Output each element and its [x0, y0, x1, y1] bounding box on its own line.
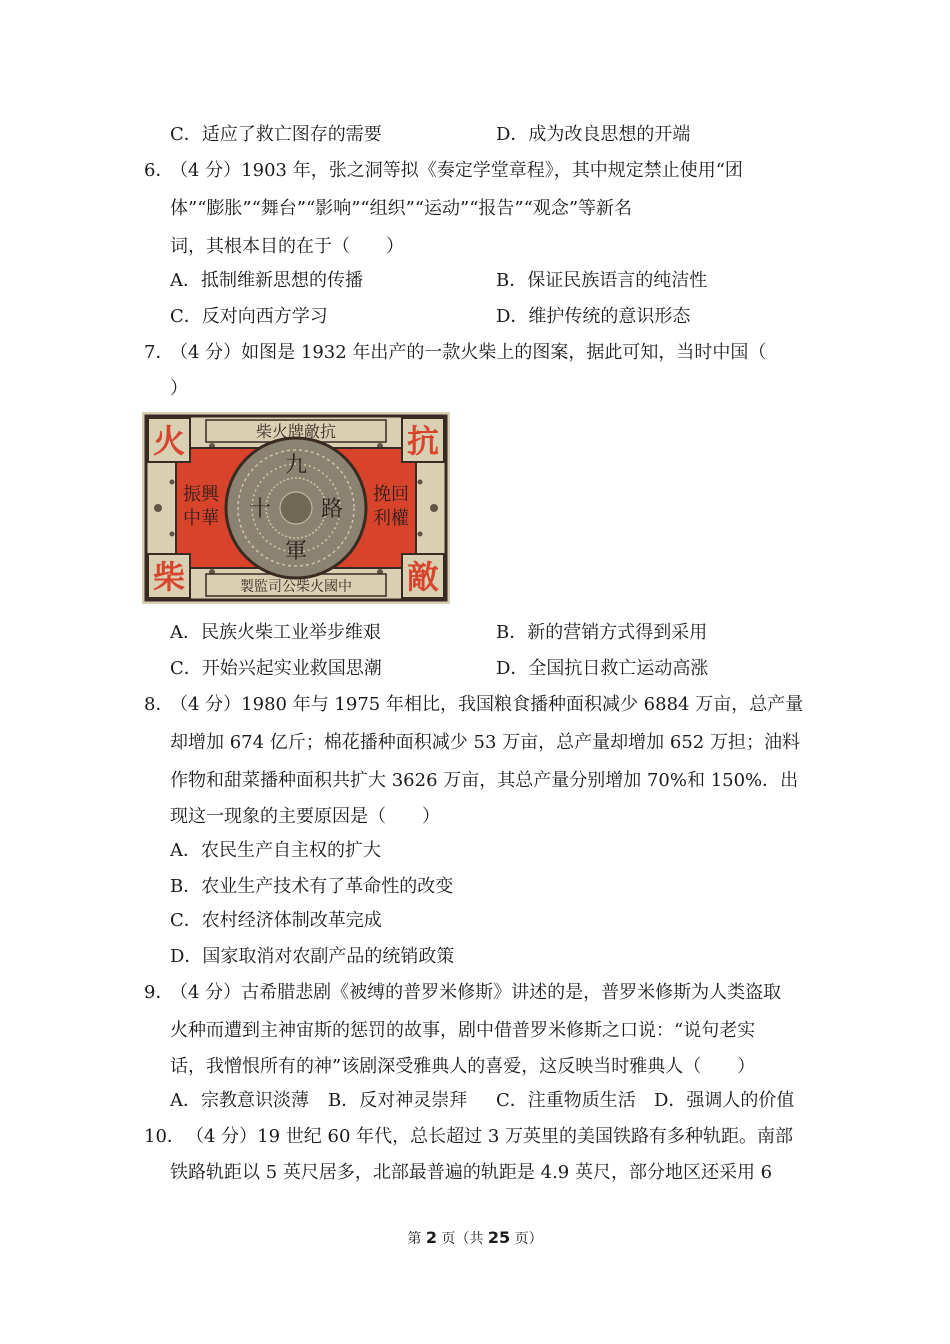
matchbox-label-image: [142, 412, 450, 604]
q6-option-b: B．保证民族语言的纯洁性: [496, 270, 708, 291]
q7-option-a: A．民族火柴工业举步维艰: [170, 622, 381, 643]
q9-number: 9．: [144, 982, 174, 1003]
label-corner-tl: 火: [152, 422, 186, 460]
footer-suffix: 页）: [510, 1231, 543, 1247]
q7-stem-line: ）: [170, 378, 188, 399]
footer-total-pages: 25: [487, 1228, 511, 1247]
q6-stem-line: 词，其根本目的在于（ ）: [170, 236, 404, 257]
q6-option-a: A．抵制维新思想的传播: [170, 270, 363, 291]
q6-option-c: C．反对向西方学习: [170, 306, 328, 327]
label-right-text: 利權: [373, 508, 409, 529]
q8-stem-line: 作物和甜菜播种面积共扩大 3626 万亩，其总产量分别增加 70%和 150%．出: [170, 770, 799, 791]
footer-page-number: 2: [425, 1228, 437, 1247]
q8-stem-line: 现这一现象的主要原因是（ ）: [170, 806, 440, 827]
q5-option-c: C．适应了救亡图存的需要: [170, 124, 382, 145]
q8-option-d: D．国家取消对农副产品的统销政策: [170, 946, 455, 967]
label-corner-bl: 柴: [152, 558, 186, 596]
label-right-text: 挽回: [373, 484, 409, 505]
page-footer: [0, 1228, 950, 1249]
label-left-text: 中華: [183, 508, 219, 529]
q9-option-c: C．注重物质生活: [496, 1090, 636, 1111]
q6-option-d: D．维护传统的意识形态: [496, 306, 691, 327]
q8-stem-line: （4 分）1980 年与 1975 年相比，我国粮食播种面积减少 6884 万亩，总产量: [170, 694, 804, 715]
q7-option-d: D．全国抗日救亡运动高涨: [496, 658, 709, 679]
q10-stem-line: （4 分）19 世纪 60 年代，总长超过 3 万英里的美国铁路有多种轨距。南部: [186, 1126, 794, 1147]
q9-stem-line: （4 分）古希腊悲剧《被缚的普罗米修斯》讲述的是，普罗米修斯为人类盗取: [170, 982, 782, 1003]
q9-option-a: A．宗教意识淡薄: [170, 1090, 309, 1111]
emblem-char-bottom: 軍: [284, 539, 308, 564]
q9-stem-line: 话，我憎恨所有的神”该剧深受雅典人的喜爱，这反映当时雅典人（ ）: [170, 1056, 756, 1077]
q6-stem-line: 体”“膨胀”“舞台”“影响”“组织”“运动”“报告”“观念”等新名: [170, 198, 633, 219]
label-corner-tr: 抗: [406, 422, 440, 460]
label-top-banner: 柴火牌敵抗: [255, 422, 337, 441]
q9-option-b: B．反对神灵崇拜: [328, 1090, 468, 1111]
q10-number: 10．: [144, 1126, 185, 1147]
q10-stem-line: 铁路轨距以 5 英尺居多，北部最普遍的轨距是 4.9 英尺，部分地区还采用 6: [170, 1162, 773, 1183]
footer-prefix: 第: [407, 1231, 426, 1247]
emblem-char-right: 路: [320, 497, 344, 522]
q7-stem-line: （4 分）如图是 1932 年出产的一款火柴上的图案，据此可知，当时中国（: [170, 342, 767, 363]
q5-option-d: D．成为改良思想的开端: [496, 124, 691, 145]
label-corner-br: 敵: [406, 558, 440, 596]
q8-number: 8．: [144, 694, 174, 715]
footer-middle: 页（共: [436, 1231, 488, 1247]
q6-stem-line: （4 分）1903 年，张之洞等拟《奏定学堂章程》，其中规定禁止使用“团: [170, 160, 743, 181]
q7-option-b: B．新的营销方式得到采用: [496, 622, 708, 643]
q8-stem-line: 却增加 674 亿斤；棉花播种面积减少 53 万亩，总产量却增加 652 万担；油料: [170, 732, 800, 753]
q8-option-b: B．农业生产技术有了革命性的改变: [170, 876, 454, 897]
emblem-char-left: 十: [248, 497, 272, 522]
label-left-text: 振興: [183, 484, 219, 505]
q8-option-c: C．农村经济体制改革完成: [170, 910, 382, 931]
q8-option-a: A．农民生产自主权的扩大: [170, 840, 381, 861]
q9-option-d: D．强调人的价值: [654, 1090, 795, 1111]
q7-number: 7．: [144, 342, 174, 363]
q9-stem-line: 火种而遭到主神宙斯的惩罚的故事，剧中借普罗米修斯之口说：“说句老实: [170, 1020, 756, 1041]
q7-option-c: C．开始兴起实业救国思潮: [170, 658, 382, 679]
label-bottom-banner: 製監司公柴火國中: [240, 579, 352, 595]
emblem-char-top: 九: [284, 453, 308, 478]
matchbox-label-graphic: [142, 412, 450, 604]
q6-number: 6．: [144, 160, 174, 181]
